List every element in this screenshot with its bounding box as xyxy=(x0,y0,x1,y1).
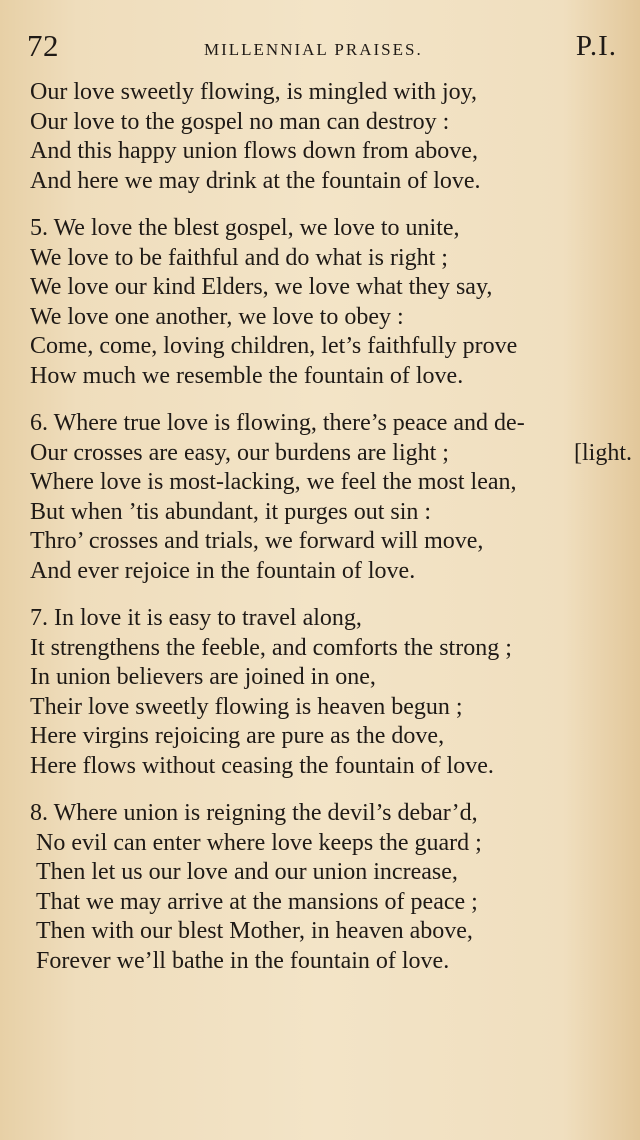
poem-line: No evil can enter where love keeps the guard ; xyxy=(36,829,482,856)
stanza-6 xyxy=(30,409,620,586)
poem-line: 7. In love it is easy to travel along, xyxy=(30,605,362,631)
stanza-continuation xyxy=(30,78,620,196)
poem-line: Our love sweetly flowing, is mingled with joy, xyxy=(30,79,478,105)
poem-line: Forever we’ll bathe in the fountain of love. xyxy=(36,947,450,974)
poem-line: Come, come, loving children, let’s faithfully prove xyxy=(30,333,518,359)
running-head: MILLENNIAL PRAISES. xyxy=(204,40,423,59)
poem-line: And this happy union flows down from above, xyxy=(30,138,478,164)
poem-line: Their love sweetly flowing is heaven begun ; xyxy=(30,693,463,720)
part-label: P.I. xyxy=(575,30,617,62)
poem-line: 5. We love the blest gospel, we love to unite, xyxy=(30,215,460,241)
poem-line: Then with our blest Mother, in heaven above, xyxy=(36,918,473,944)
page-header xyxy=(27,30,617,70)
poem-line: Here flows without ceasing the fountain of love. xyxy=(30,752,494,779)
poem-line: We love to be faithful and do what is right ; xyxy=(30,244,448,271)
poem-line: Our crosses are easy, our burdens are light ; xyxy=(30,439,449,466)
poem-line: It strengthens the feeble, and comforts the strong ; xyxy=(30,634,512,661)
poem-line: And here we may drink at the fountain of love. xyxy=(30,167,481,194)
poem-line: How much we resemble the fountain of love. xyxy=(30,362,464,389)
poem-text xyxy=(30,78,620,976)
poem-line: Where love is most-lacking, we feel the most lean, xyxy=(30,469,517,495)
poem-line: We love one another, we love to obey : xyxy=(30,303,404,330)
carryover-word: [light. xyxy=(574,440,632,466)
poem-line: In union believers are joined in one, xyxy=(30,664,376,690)
poem-line: Then let us our love and our union increase, xyxy=(36,859,458,885)
stanza-8 xyxy=(30,799,620,976)
poem-line: 6. Where true love is flowing, there’s peace and de- xyxy=(30,410,525,436)
poem-line: We love our kind Elders, we love what they say, xyxy=(30,274,493,300)
poem-line: And ever rejoice in the fountain of love. xyxy=(30,557,416,584)
poem-line: Our love to the gospel no man can destroy : xyxy=(30,108,450,135)
page-number: 72 xyxy=(27,28,59,63)
stanza-5 xyxy=(30,214,620,391)
stanza-7 xyxy=(30,604,620,781)
poem-line: That we may arrive at the mansions of peace ; xyxy=(36,888,478,915)
poem-line: Here virgins rejoicing are pure as the dove, xyxy=(30,723,445,749)
poem-line: Thro’ crosses and trials, we forward will move, xyxy=(30,528,484,554)
poem-line: But when ’tis abundant, it purges out sin : xyxy=(30,498,432,525)
poem-line: 8. Where union is reigning the devil’s debar’d, xyxy=(30,800,478,826)
